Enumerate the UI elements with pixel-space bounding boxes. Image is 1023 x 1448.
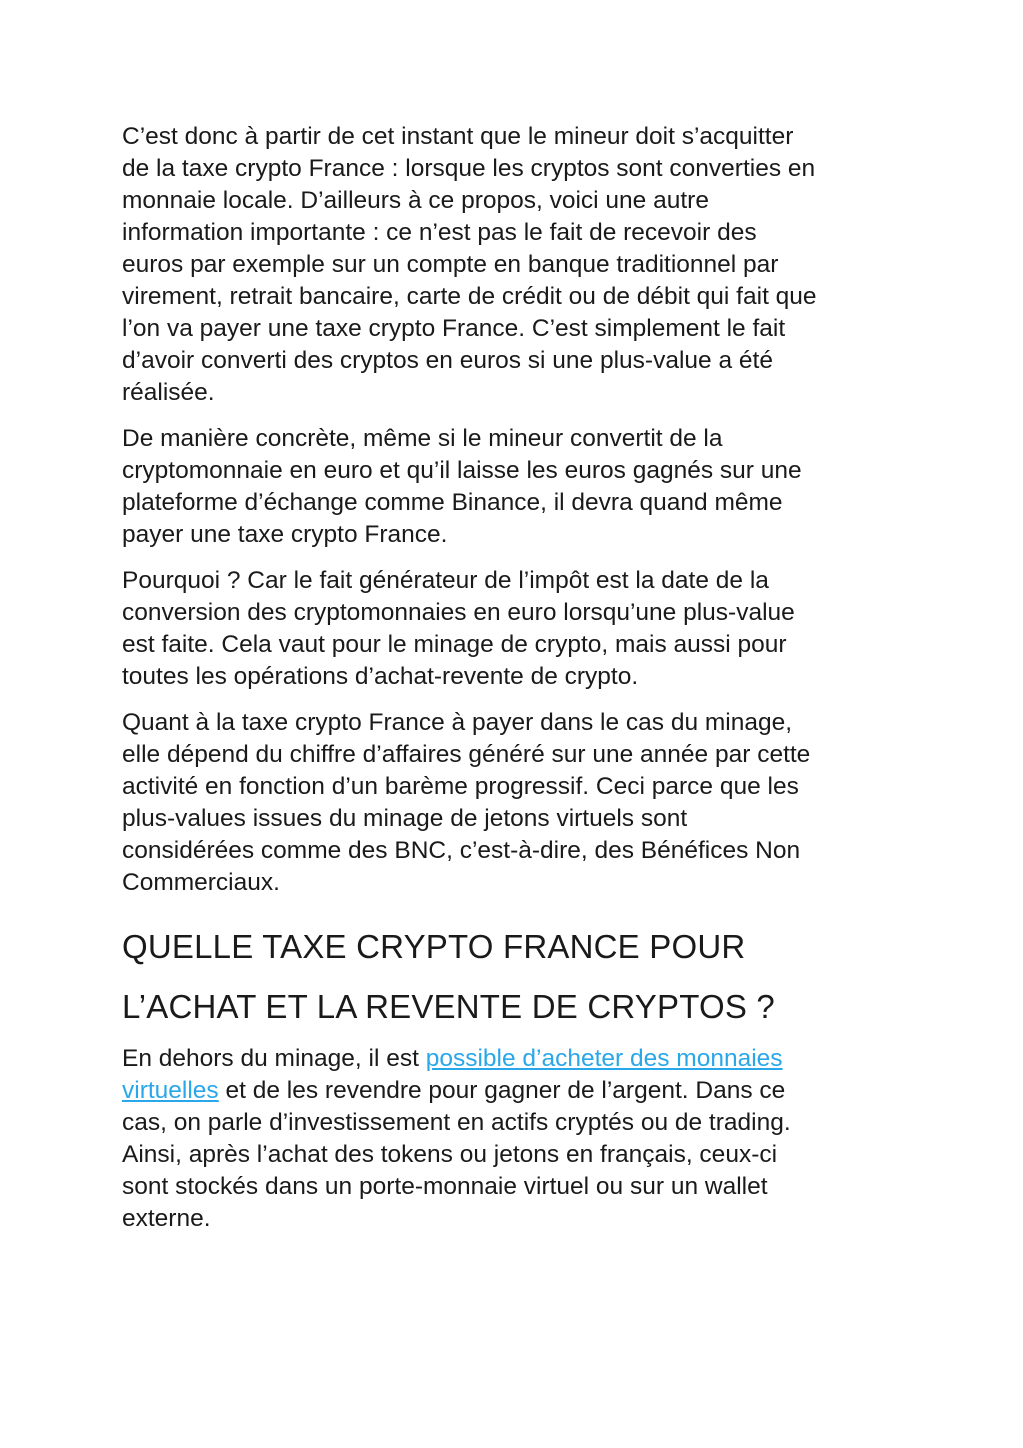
- paragraph-4: Quant à la taxe crypto France à payer dans le cas du minage, elle dépend du chiffre d’affaires généré sur une année par cette activité en fonction d’un barème progressif. Ceci parce que les plus-values issues du minage de jetons virtuels sont considérées comme des BNC, c’est-à-dire, des Bénéfices Non Commerciaux.: [122, 709, 811, 896]
- paragraph-5-rest: et de les revendre pour gagner de l’argent. Dans ce cas, on parle d’investissement en actifs cryptés ou de trading. Ainsi, après l’achat des tokens ou jetons en français, ceux-ci sont stockés dans un porte-monnaie virtuel ou sur un wallet externe.: [122, 1077, 791, 1232]
- paragraph-2: De manière concrète, même si le mineur convertit de la cryptomonnaie en euro et qu’il laisse les euros gagnés sur une plateforme d’échange comme Binance, il devra quand même payer une taxe crypto France.: [122, 425, 802, 548]
- crypto-purchase-link[interactable]: possible d’acheter des monnaies virtuelles: [122, 1045, 783, 1104]
- paragraph-5: [122, 1043, 912, 1235]
- document-page: [122, 121, 912, 1249]
- paragraph-5-intro: En dehors du minage, il est: [122, 1045, 426, 1072]
- section-heading: QUELLE TAXE CRYPTO FRANCE POUR L’ACHAT ET LA REVENTE DE CRYPTOS ?: [122, 928, 775, 1025]
- paragraph-1: C’est donc à partir de cet instant que le mineur doit s’acquitter de la taxe crypto France : lorsque les cryptos sont converties en monnaie locale. D’ailleurs à ce propos, voici une autre information importante : ce n’est pas le fait de recevoir des euros par exemple sur un compte en banque traditionnel par virement, retrait bancaire, carte de crédit ou de débit qui fait que l’on va payer une taxe crypto France. C’est simplement le fait d’avoir converti des cryptos en euros si une plus-value a été réalisée.: [122, 123, 817, 406]
- paragraph-3: Pourquoi ? Car le fait générateur de l’impôt est la date de la conversion des cryptomonnaies en euro lorsqu’une plus-value est faite. Cela vaut pour le minage de crypto, mais aussi pour toutes les opérations d’achat-revente de crypto.: [122, 567, 795, 690]
